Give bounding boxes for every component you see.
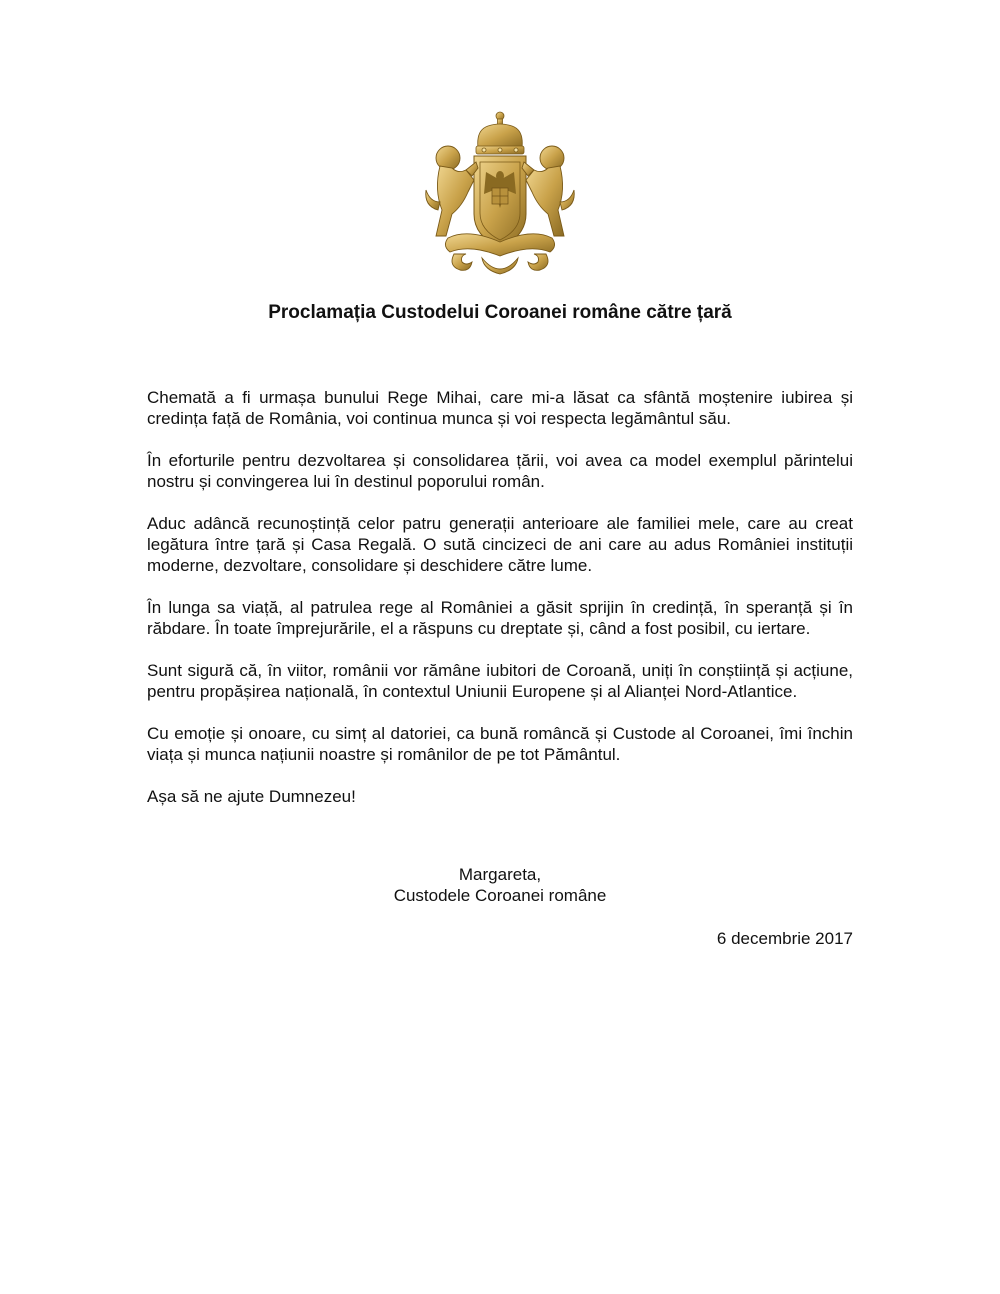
- paragraph: Aduc adâncă recunoștință celor patru generații anterioare ale familiei mele, care au creat legătura între țară și Casa Regală. O sută cincizeci de ani care au adus României instituții moderne, dezvoltare, consolidare și deschidere către lume.: [147, 514, 853, 575]
- royal-coat-of-arms-icon: [418, 110, 582, 282]
- document-date: 6 decembrie 2017: [716, 929, 853, 948]
- paragraph: Sunt sigură că, în viitor, românii vor rămâne iubitori de Coroană, uniți în conștiință și acțiune, pentru propășirea națională, în contextul Uniunii Europene și al Alianței Nord-Atlantice.: [147, 661, 853, 701]
- signature-block: [0, 864, 1000, 906]
- signature-name: Margareta,: [458, 865, 542, 884]
- document-title: Proclamația Custodelui Coroanei române către țară: [268, 302, 732, 323]
- proclamation-body: [147, 387, 853, 828]
- paragraph: În eforturile pentru dezvoltarea și consolidarea țării, voi avea ca model exemplul părintelui nostru și convingerea lui în destinul poporului român.: [147, 451, 853, 491]
- paragraph: În lunga sa viață, al patrulea rege al României a găsit sprijin în credință, în speranță și în răbdare. În toate împrejurările, el a răspuns cu dreptate și, când a fost posibil, cu iertare.: [147, 598, 853, 638]
- signature-title: Custodele Coroanei române: [393, 886, 607, 905]
- paragraph: Cu emoție și onoare, cu simț al datoriei, ca bună româncă și Custode al Coroanei, îmi închin viața și munca națiunii noastre și românilor de pe tot Pământul.: [147, 724, 853, 764]
- paragraph: Chemată a fi urmașa bunului Rege Mihai, care mi-a lăsat ca sfântă moștenire iubirea și credința față de România, voi continua munca și voi respecta legământul său.: [147, 388, 853, 428]
- closing-line: Așa să ne ajute Dumnezeu!: [147, 787, 356, 806]
